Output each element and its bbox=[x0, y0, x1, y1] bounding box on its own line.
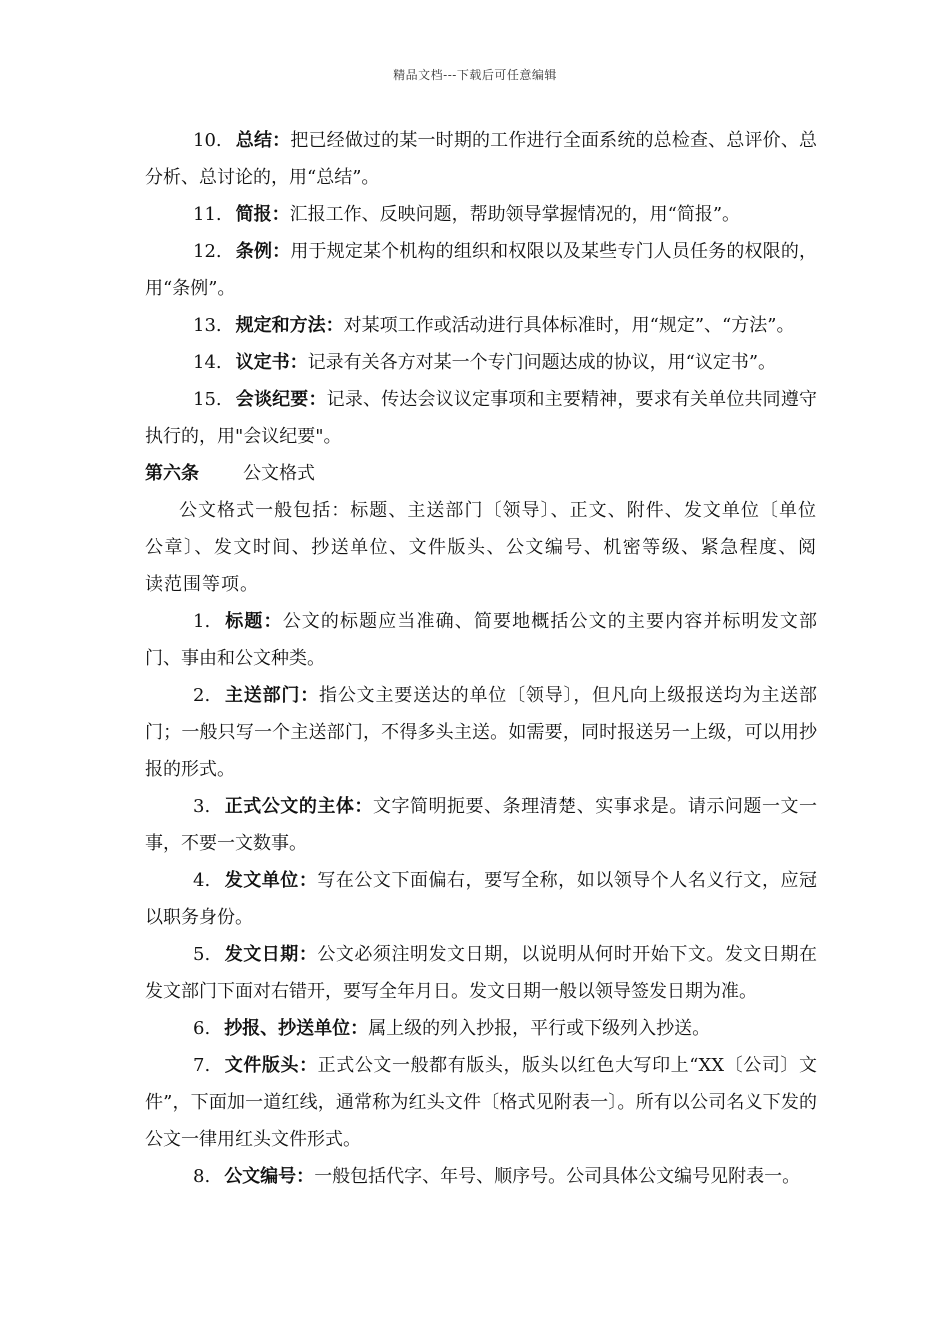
format-number: 1. bbox=[193, 611, 211, 632]
format-item bbox=[145, 936, 817, 1010]
clause-text: 用于规定某个机构的组织和权限以及某些专门人员任务的权限的，用“条例”。 bbox=[145, 241, 817, 299]
format-number: 7. bbox=[193, 1055, 211, 1076]
format-number: 4. bbox=[193, 870, 211, 891]
clause-number: 14. bbox=[193, 352, 222, 373]
format-text: 一般包括代字、年号、顺序号。公司具体公文编号见附表一。 bbox=[314, 1166, 801, 1187]
clause-number: 13. bbox=[193, 315, 222, 336]
clause-term: 议定书： bbox=[235, 352, 308, 373]
clause-item bbox=[145, 196, 817, 233]
format-term: 公文编号： bbox=[224, 1166, 315, 1187]
document-body bbox=[145, 122, 817, 1195]
clause-term: 简报： bbox=[235, 204, 290, 225]
page-header: 精品文档---下载后可任意编辑 bbox=[393, 68, 557, 82]
section-intro: 公文格式一般包括：标题、主送部门〔领导〕、正文、附件、发文单位〔单位公章〕、发文时间、抄送单位、文件版头、公文编号、机密等级、紧急程度、阅读范围等项。 bbox=[145, 500, 817, 595]
clause-text: 对某项工作或活动进行具体标准时，用“规定”、“方法”。 bbox=[343, 315, 795, 336]
clause-term: 规定和方法： bbox=[235, 315, 344, 336]
clause-item bbox=[145, 307, 817, 344]
clause-term: 会谈纪要： bbox=[235, 389, 327, 410]
clause-item bbox=[145, 122, 817, 196]
format-text: 公文必须注明发文日期，以说明从何时开始下文。发文日期在发文部门下面对右错开，要写全年月日。发文日期一般以领导签发日期为准。 bbox=[145, 944, 818, 1002]
clause-term: 条例： bbox=[235, 241, 291, 262]
section-title: 公文格式 bbox=[243, 463, 315, 484]
format-item bbox=[145, 1158, 817, 1195]
format-text: 指公文主要送达的单位〔领导〕，但凡向上级报送均为主送部门；一般只写一个主送部门，不得多头主送。如需要，同时报送另一上级，可以用抄报的形式。 bbox=[145, 685, 818, 780]
section-number: 第六条 bbox=[145, 463, 199, 484]
clause-text: 把已经做过的某一时期的工作进行全面系统的总检查、总评价、总分析、总讨论的，用“总结”。 bbox=[145, 130, 817, 188]
format-item bbox=[145, 603, 817, 677]
format-term: 抄报、抄送单位： bbox=[224, 1018, 369, 1039]
format-number: 6. bbox=[193, 1018, 211, 1039]
format-item bbox=[145, 862, 817, 936]
clause-number: 11. bbox=[193, 204, 222, 225]
section-heading bbox=[145, 455, 817, 492]
format-term: 发文日期： bbox=[224, 944, 318, 965]
format-text: 公文的标题应当准确、简要地概括公文的主要内容并标明发文部门、事由和公文种类。 bbox=[145, 611, 818, 669]
format-text: 写在公文下面偏右，要写全称，如以领导个人名义行文，应冠以职务身份。 bbox=[145, 870, 818, 928]
format-number: 8. bbox=[193, 1166, 211, 1187]
clause-text: 汇报工作、反映问题，帮助领导掌握情况的，用“简报”。 bbox=[289, 204, 741, 225]
format-term: 发文单位： bbox=[224, 870, 318, 891]
clause-number: 12. bbox=[193, 241, 222, 262]
clause-term: 总结： bbox=[235, 130, 291, 151]
format-text: 属上级的列入抄报，平行或下级列入抄送。 bbox=[368, 1018, 711, 1039]
format-item bbox=[145, 1010, 817, 1047]
clause-item bbox=[145, 381, 817, 455]
format-number: 3. bbox=[193, 796, 211, 817]
clause-number: 15. bbox=[193, 389, 222, 410]
format-term: 主送部门： bbox=[224, 685, 320, 706]
format-term: 标题： bbox=[224, 611, 283, 632]
format-number: 2. bbox=[193, 685, 211, 706]
format-number: 5. bbox=[193, 944, 211, 965]
clause-number: 10. bbox=[193, 130, 222, 151]
clause-text: 记录、传达会议议定事项和主要精神，要求有关单位共同遵守执行的，用"会议纪要"。 bbox=[145, 389, 818, 447]
format-item bbox=[145, 677, 817, 788]
format-term: 文件版头： bbox=[224, 1055, 318, 1076]
format-text: 文字简明扼要、条理清楚、实事求是。请示问题一文一事，不要一文数事。 bbox=[145, 796, 818, 854]
format-text: 正式公文一般都有版头，版头以红色大写印上“XX〔公司〕文件”，下面加一道红线，通常称为红头文件〔格式见附表一〕。所有以公司名义下发的公文一律用红头文件形式。 bbox=[145, 1055, 817, 1150]
clause-item bbox=[145, 344, 817, 381]
format-item bbox=[145, 788, 817, 862]
format-item bbox=[145, 1047, 817, 1158]
clause-text: 记录有关各方对某一个专门问题达成的协议，用“议定书”。 bbox=[307, 352, 777, 373]
clause-item bbox=[145, 233, 817, 307]
format-term: 正式公文的主体： bbox=[224, 796, 373, 817]
